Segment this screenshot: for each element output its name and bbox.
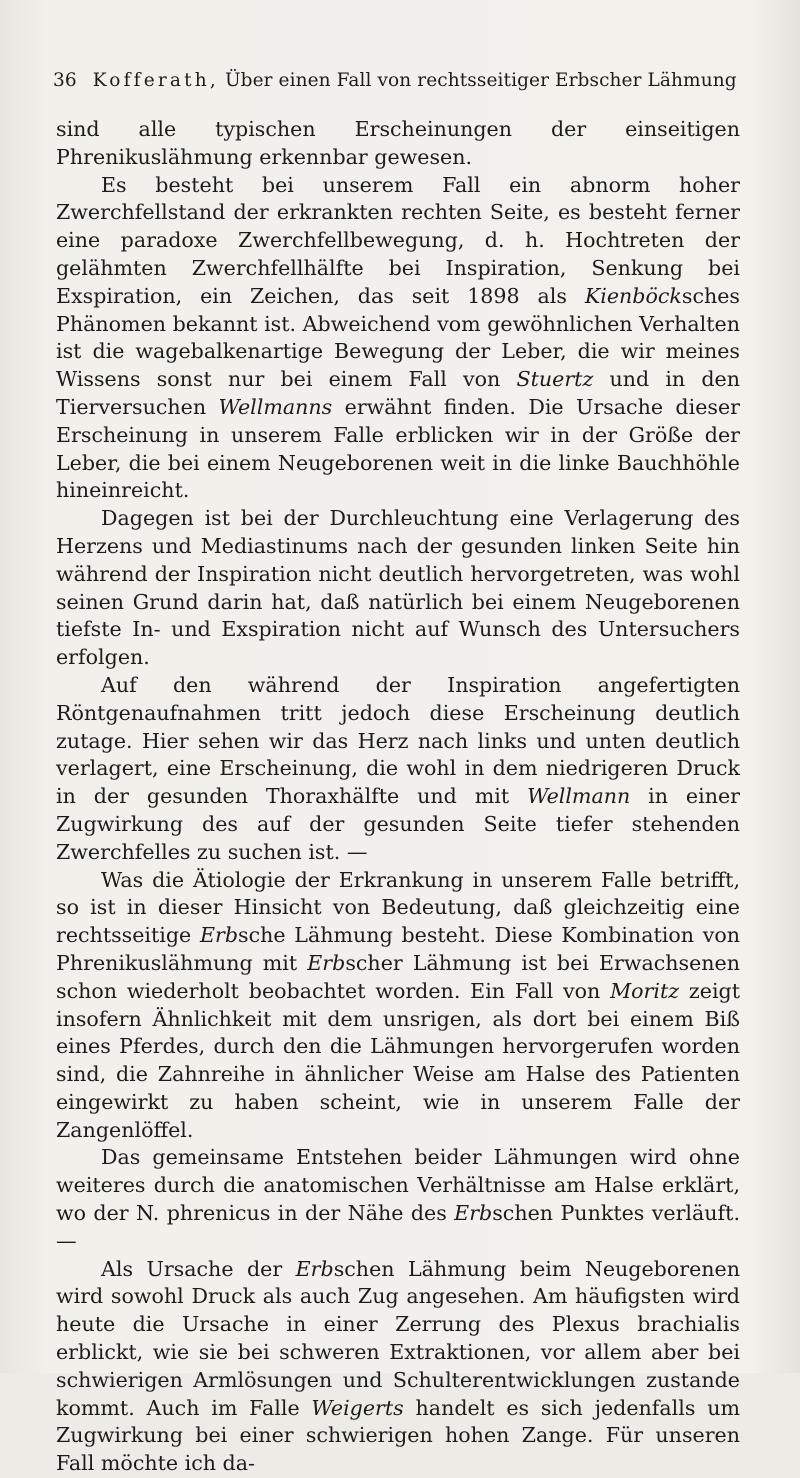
text-run: zeigt insofern Ähnlichkeit mit dem unsrigen, als dort bei einem Biß eines Pferdes, durch den die Lähmungen hervorgerufen worden sind, die Zahnreihe in ähnlicher Weise am Halse des Patienten eingewirkt zu haben scheint, wie in unserem Falle der Zangenlöffel. [56,978,740,1142]
italic-name: Erb [295,1256,334,1281]
paragraph [56,672,740,867]
italic-name: Kienböck [584,283,682,308]
italic-name: Erb [307,950,346,975]
paragraph [56,116,740,172]
italic-name: Moritz [610,978,680,1003]
paragraph [56,867,740,1145]
italic-name: Wellmann [527,784,631,809]
italic-name: Erb [454,1201,493,1226]
text-run: sche Lähmung besteht. Diese Kombination von Phrenikuslähmung mit [56,923,741,975]
italic-name: Wellmanns [218,394,333,419]
text-run: schen Lähmung beim Neugeborenen wird sowohl Druck als auch Zug angesehen. Am häufigsten wird heute die Ursache in einer Zerrung des Plexus brachialis erblickt, wie sie bei schweren Extraktionen, vor allem aber bei schwierigen Armlösungen und Schulterentwicklungen zustande kommt. Auch im Falle [56,1256,740,1420]
text-run: handelt es sich jedenfalls um Zugwirkung bei einer schwierigen hohen Zange. Für unseren Fall möchte ich da- [56,1395,740,1476]
text-run: und in den Tierversuchen [56,367,740,419]
paragraph [56,172,740,506]
text-run: in einer Zugwirkung des auf der gesunden Seite tiefer stehenden Zwerchfelles zu suchen ist. — [56,784,741,864]
text-run: Es besteht bei unserem Fall ein abnorm hoher Zwerchfellstand der erkrankten rechten Seite, es besteht ferner eine paradoxe Zwerchfellbewegung, d. h. Hochtreten der gelähmten Zwerchfellhälfte bei Inspiration, Senkung bei Exspiration, ein Zeichen, das seit 1898 als [56,172,740,308]
text-run: Was die Ätiologie der Erkrankung in unserem Falle betrifft, so ist in dieser Hinsicht von Bedeutung, daß gleichzeitig eine rechtsseitige [56,867,740,948]
running-header [53,70,743,91]
paragraph [56,505,740,672]
text-run: Das gemeinsame Entstehen beider Lähmungen wird ohne weiteres durch die anatomischen Verhältnisse am Halse erklärt, wo der N. phrenicus in der Nähe des [56,1145,740,1226]
page-number: 36 [53,70,77,91]
paragraph [56,1256,740,1478]
text-run: Als Ursache der [101,1256,296,1281]
text-run: Auf den während der Inspiration angefertigten Röntgenaufnahmen tritt jedoch diese Erscheinung deutlich zutage. Hier sehen wir das Herz nach links und unten deutlich verlagert, eine Erscheinung, die wohl in dem niedrigeren Druck in der gesunden Thoraxhälfte und mit [56,672,740,809]
text-run: erwähnt finden. Die Ursache dieser Erscheinung in unserem Falle erblicken wir in der Größe der Leber, die bei einem Neugeborenen weit in die linke Bauchhöhle hineinreicht. [56,394,740,503]
text-run: scher Lähmung ist bei Erwachsenen schon wiederholt beobachtet worden. Ein Fall von [56,950,740,1003]
text-run: sind alle typischen Erscheinungen der einseitigen Phrenikuslähmung erkennbar gewesen. [56,117,740,169]
text-run: schen Punktes verläuft. — [56,1201,740,1253]
body-text [56,116,740,1478]
text-run: Dagegen ist bei der Durchleuchtung eine Verlagerung des Herzens und Mediastinums nach der gesunden linken Seite hin während der Inspiration nicht deutlich hervorgetreten, was wohl seinen Grund darin hat, daß natürlich bei einem Neugeborenen tiefste In- und Exspiration nicht auf Wunsch des Untersuchers erfolgen. [56,506,740,670]
header-author: Kofferath, [92,70,219,91]
text-run: sches Phänomen bekannt ist. Abweichend vom gewöhnlichen Verhalten ist die wagebalkenartige Bewegung der Leber, die wir meines Wissens sonst nur bei einem Fall von [56,283,740,392]
header-title: Über einen Fall von rechtsseitiger Erbscher Lähmung [224,70,737,91]
paragraph [56,1144,740,1255]
italic-name: Erb [199,923,239,948]
italic-name: Stuertz [516,367,594,392]
italic-name: Weigerts [311,1395,404,1420]
